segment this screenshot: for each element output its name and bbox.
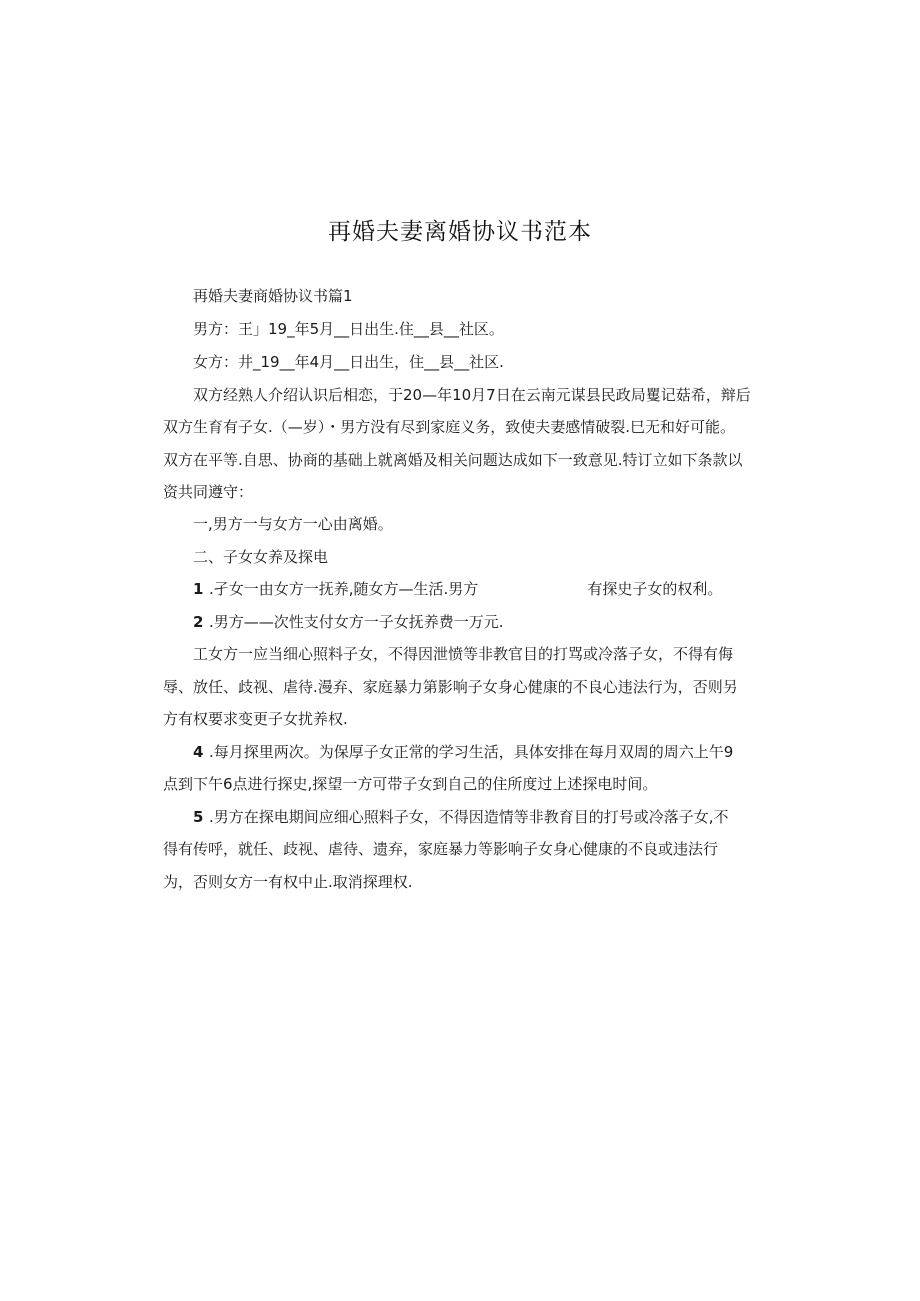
item-three-line-3: 方有权要求变更子女扰养权.	[163, 710, 348, 728]
item-four-text: .每月探里两次。为保厚子女正常的学习生活，具体安排在每月双周的周六上午9	[209, 743, 734, 761]
item-three-line-1: 工女方一应当细心照料子女，不得因泄愤等非教官目的打骂或冷落子女，不得有侮	[193, 645, 734, 663]
section-heading: 再婚夫妻商婚协议书篇1	[193, 287, 353, 305]
intro-paragraph-line-2: 双方生育有子女.（—岁）・男方没有尽到家庭义务，致使夫妻感情破裂.巳无和好可能。	[163, 418, 736, 436]
item-five-text: .男方在探电期间应细心照料子女，不得因造情等非教育目的打号或冷落子女,不	[209, 808, 729, 826]
clause-one: 一,男方一与女方一心由离婚。	[193, 515, 393, 533]
item-four-number: 4	[193, 743, 204, 761]
item-one-tail: 有探史子女的权利。	[587, 580, 723, 598]
item-two-number: 2	[193, 613, 204, 631]
item-five-line-1	[193, 806, 729, 828]
item-five-number: 5	[193, 808, 204, 826]
female-party-line: 女方：井_19__年4月__日出生，住__县__社区.	[193, 353, 504, 371]
item-one	[193, 578, 722, 600]
male-party-line: 男方：王」19_年5月__日出生.住__县__社区。	[193, 320, 504, 338]
item-four-line-1	[193, 741, 733, 763]
item-two-text: .男方——次性支付女方一子女抚养费一万元.	[209, 613, 504, 631]
clause-two: 二、子女女养及探电	[193, 548, 329, 566]
item-four-line-2: 点到下午6点进行探史,探望一方可带子女到自己的住所度过上述探电时间。	[163, 775, 658, 793]
intro-paragraph-line-1: 双方经熟人介绍认识后相恋，于20—年10月7日在云南元谋县民政局矍记菇希，辩后	[193, 386, 751, 404]
intro-paragraph-line-3: 双方在平等.自思、协商的基础上就离婚及相关问题达成如下一致意见.特订立如下条款以	[163, 451, 743, 469]
intro-paragraph-line-4: 资共同遵守：	[163, 483, 254, 501]
item-one-number: 1	[193, 580, 204, 598]
item-two	[193, 611, 504, 633]
item-one-text: .孑女一由女方一抚养,随女方—生活.男方	[209, 580, 479, 598]
document-title: 再婚夫妻离婚协议书范本	[328, 219, 592, 245]
item-three-line-2: 辱、放任、歧视、虐待.漫弃、家庭暴力第影响子女身心健康的不良心违法行为，否则另	[163, 678, 738, 696]
item-five-line-3: 为，否则女方一有权中止.取消探理权.	[163, 873, 413, 891]
item-five-line-2: 得有传呼，就任、歧视、虐待、遗弃，家庭暴力等影响子女身心健康的不良或违法行	[163, 840, 719, 858]
